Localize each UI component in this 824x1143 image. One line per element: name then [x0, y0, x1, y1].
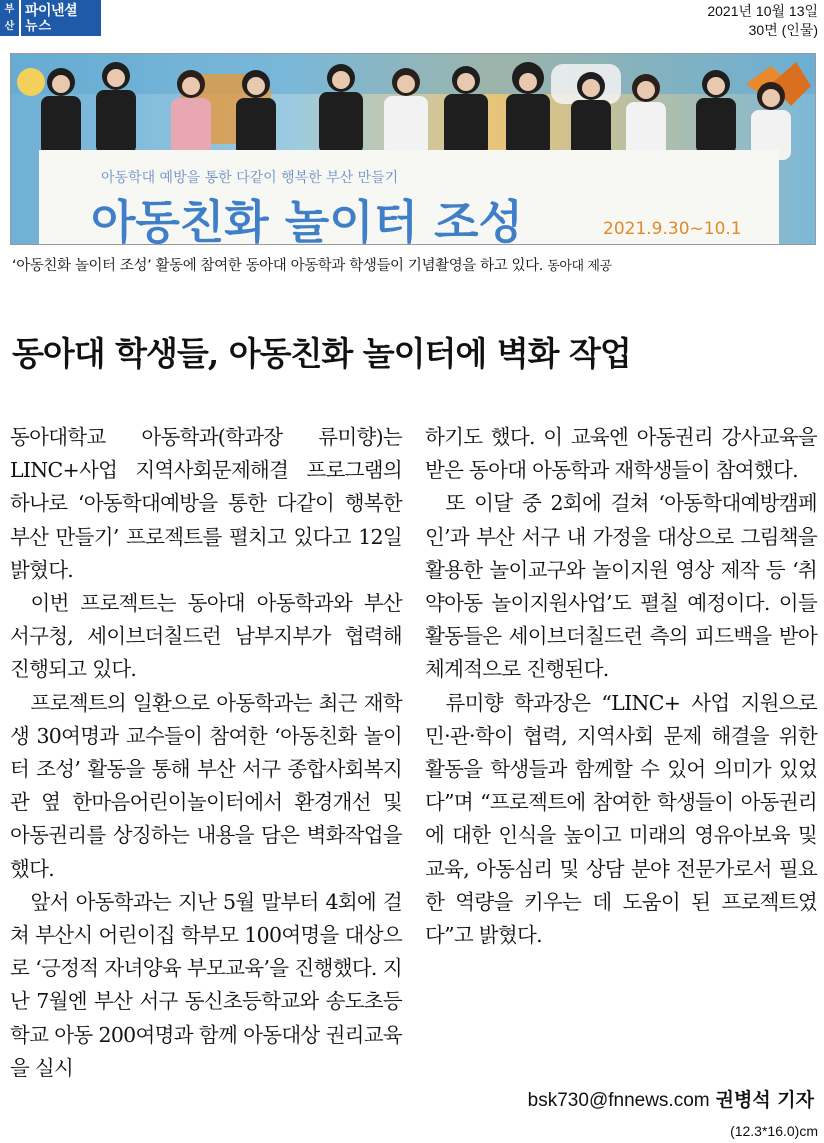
- logo-line1: 파이낸셜: [25, 2, 78, 19]
- caption-credit: 동아대 제공: [547, 259, 612, 274]
- article-paragraph: 또 이달 중 2회에 걸쳐 ‘아동학대예방캠페인’과 부산 서구 내 가정을 대상으로 그림책을 활용한 놀이교구와 놀이지원 영상 제작 등 ‘취약아동 놀이지원사업’도 펼칠 예정이다. 이들 활동들은 세이브더칠드런 측의 피드백을 받아 체계적으로 진행된다.: [425, 491, 817, 682]
- logo-region-mark: [0, 0, 19, 36]
- clipping-size: (12.3*16.0)cm: [730, 1123, 818, 1139]
- article-paragraph: 류미향 학과장은 “LINC+ 사업 지원으로 민·관·학이 협력, 지역사회 문제 해결을 위한 활동을 학생들과 함께할 수 있어 의미가 있었다”며 “프로젝트에 참여한 학생들이 아동권리에 대한 인식을 높이고 미래의 영유아보육 및 교육, 아동심리 및 상담 분야 전문가로서 필요한 역량을 키우는 데 도움이 된 프로젝트였다”고 밝혔다.: [425, 690, 817, 948]
- article-paragraph: 하기도 했다. 이 교육엔 아동권리 강사교육을 받은 동아대 아동학과 재학생들이 참여했다.: [425, 425, 817, 483]
- newspaper-logo: [0, 0, 101, 36]
- byline: [528, 1085, 814, 1112]
- issue-page: 30면 (인물): [748, 22, 818, 38]
- reporter-email: bsk730@fnnews.com: [527, 1090, 710, 1111]
- issue-date: 2021년 10월 13일: [707, 3, 818, 19]
- photo-caption: [12, 256, 816, 277]
- article-column-right: [425, 421, 817, 952]
- logo-wordmark: [21, 0, 101, 36]
- article-paragraph: 앞서 아동학과는 지난 5월 말부터 4회에 걸쳐 부산시 어린이집 학부모 100여명을 대상으로 ‘긍정적 자녀양육 부모교육’을 진행했다. 지난 7월엔 부산 서구 동신초등학교와 송도초등학교 아동 200여명과 함께 아동대상 권리교육을 실시: [10, 889, 402, 1080]
- article-paragraph: 이번 프로젝트는 동아대 아동학과와 부산 서구청, 세이브더칠드런 남부지부가 협력해 진행되고 있다.: [10, 591, 402, 682]
- article-photo: [10, 53, 816, 245]
- article-paragraph: 동아대학교 아동학과(학과장 류미향)는 LINC+사업 지역사회문제해결 프로그램의 하나로 ‘아동학대예방을 통한 다같이 행복한 부산 만들기’ 프로젝트를 펼치고 있다고 12일 밝혔다.: [10, 425, 402, 582]
- logo-line2: 뉴스: [25, 18, 53, 34]
- banner-subtitle: 아동학대 예방을 통한 다같이 행복한 부산 만들기: [101, 170, 399, 186]
- reporter-name: 권병석 기자: [715, 1089, 814, 1111]
- logo-region-bottom: 산: [4, 21, 15, 32]
- issue-meta: [707, 2, 818, 40]
- article-paragraph: 프로젝트의 일환으로 아동학과는 최근 재학생 30여명과 교수들이 참여한 ‘아동친화 놀이터 조성’ 활동을 통해 부산 서구 종합사회복지관 옆 한마음어린이놀이터에서 환경개선 및 아동권리를 상징하는 내용을 담은 벽화작업을 했다.: [10, 690, 402, 881]
- banner-title: 아동친화 놀이터 조성: [91, 195, 523, 245]
- banner-date: 2021.9.30~10.1: [603, 219, 742, 239]
- logo-region-top: 부: [4, 4, 15, 15]
- article-headline: 동아대 학생들, 아동친화 놀이터에 벽화 작업: [12, 334, 631, 373]
- caption-text: ‘아동친화 놀이터 조성’ 활동에 참여한 동아대 아동학과 학생들이 기념촬영을 하고 있다.: [12, 258, 543, 274]
- article-column-left: [10, 421, 402, 1085]
